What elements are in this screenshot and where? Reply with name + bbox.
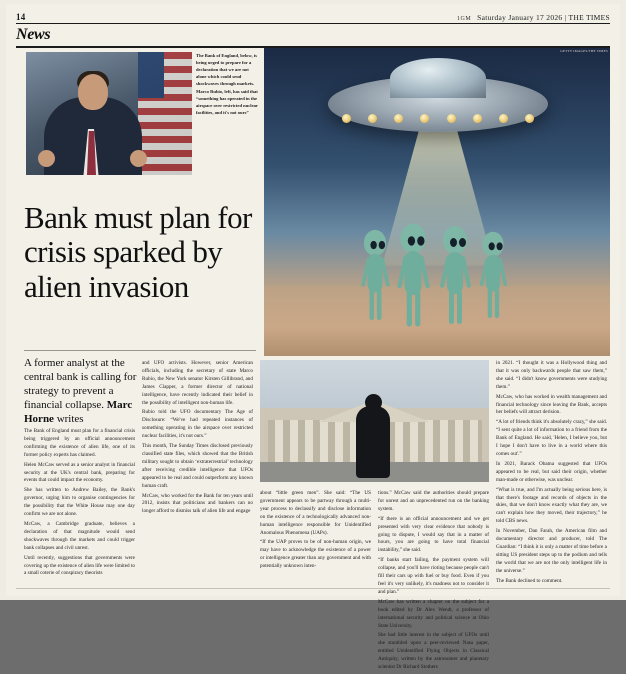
- paragraph: “If the UAP proves to be of non-human origin, we may have to acknowledge the existence of a power or intelligence greater than any government and with potentially unknown inten-: [260, 539, 371, 570]
- alien-figure: [440, 226, 470, 322]
- paragraph: “If there is an official announcement and we get presented with very clear evidence that nobody is going to dispute, I would say that in a matter of hours, you are going to have total financial instability,” she said.: [378, 515, 489, 554]
- paragraph: “What is true, and I'm actually being serious here, is that there's footage and records of objects in the skies, that we don't know exactly what they are, we can't explain how they moved, their trajectory,” he told CBS news.: [496, 486, 607, 525]
- paragraph: McCaw, a Cambridge graduate, believes a declaration of that magnitude would send shockwaves through the markets and could trigger bank collapses and civil unrest.: [24, 520, 135, 551]
- standfirst: [24, 356, 144, 426]
- footer-divider: [16, 588, 610, 589]
- paragraph: about “little green men”. She said: “The US government appears to be partway through a multi-year process to declassify and disclose information on the existence of a technologically advanced non-human intelligence responsible for Unidentified Anomalous Phenomena (UAPs).: [260, 490, 371, 536]
- photo-politician: [26, 52, 192, 175]
- alien-figure: [361, 230, 389, 318]
- saucer-lights: [342, 114, 534, 124]
- paragraph: and UFO activists. However, senior American officials, including the secretary of state Marco Rubio, the New York senator Kirsten Gillibrand, and James Clapper, a former director of national intelligence, have recently indicated their belief in the possibility of intelligent non-human life.: [142, 360, 253, 406]
- dateline: Saturday January 17 2026 | THE TIMES: [477, 13, 610, 22]
- figure-head: [78, 74, 108, 110]
- paragraph: “A lot of friends think it's absolutely crazy,” she said. “I sent quite a lot of information to a friend from the Bank of England. He said, 'Helen, I believe you, but I hope I don't have to live in a world where this comes out'.”: [496, 419, 607, 457]
- photo-ufo-illustration: [264, 48, 610, 356]
- standfirst-divider: [24, 350, 256, 351]
- body-column-4-upper: [378, 490, 489, 674]
- paragraph: Until recently, suggestions that governments were covering up the existence of alien life were limited to a small coterie of conspiracy theorists: [24, 554, 135, 577]
- paragraph: “If banks start failing, the payment system will collapse, and you'll have rioting because people can't fill their cars up with fuel or buy food. Even if you feel it's very unlikely, it's madness not to consider it and plan.”: [378, 557, 489, 595]
- figure-hand-right: [130, 150, 147, 167]
- paragraph: The Bank declined to comment.: [496, 577, 563, 584]
- byline: Marc Horne: [24, 399, 133, 426]
- pedestrian-silhouette: [356, 406, 390, 478]
- paragraph: This month, The Sunday Times disclosed previously classified state files, which showed that the British military sought to obtain ‘extraterrestrial’ technology after receiving credible intelligence that UFOs appeared to be real and could outperform any known human craft.: [142, 443, 253, 489]
- body-column-1: [24, 428, 135, 580]
- ground-plane: [264, 286, 610, 356]
- paragraph: Helen McCaw served as a senior analyst in financial security at the UK's central bank, preparing for events that could impact the economy.: [24, 461, 135, 484]
- paragraph: She had little interest in the subject of UFOs until she stumbled upon a peer-reviewed Nasa paper, entitled Unidentified Flying Objects in Classical Antiquity, written by the astronomer and planetary scientist Dr Richard Stothers: [378, 632, 489, 671]
- saucer-dome: [390, 58, 486, 98]
- figure-hand-left: [38, 150, 55, 167]
- paragraph: The Bank of England must plan for a financial crisis being triggered by an official announcement confirming the existence of alien life, one of its former policy experts has claimed.: [24, 428, 135, 458]
- paragraph: in 2021. “I thought it was a Hollywood thing and that it was only backwards people that saw them,” she said. “I didn't know governments were studying them.”: [496, 360, 607, 390]
- page-folio: 14: [16, 12, 26, 22]
- body-column-5: [496, 360, 607, 587]
- photo-caption: The Bank of England, below, is being urged to prepare for a declaration that we are not alone which could send shockwaves through markets. Marco Rubio, left, has said that “something has operated in the airspace over restricted nuclear facilities, and it's not ours”: [196, 53, 258, 115]
- photo-credit: GETTY IMAGES/THE TIMES: [560, 49, 608, 53]
- standfirst-text: A former analyst at the central bank is calling for strategy to prevent a financial collapse.: [24, 357, 137, 412]
- paragraph: McCaw, who worked for the Bank for ten years until 2012, insists that politicians and bankers can no longer afford to dismiss talk of alien life and engage: [142, 492, 253, 515]
- paragraph: McCaw has written a chapter on the subject for a book edited by Dr Alex Wendt, a professor of international security and political science at Ohio State University.: [378, 598, 489, 629]
- body-column-2: [142, 360, 253, 518]
- page-headline: Bank must plan for crisis sparked by alien invasion: [24, 199, 252, 305]
- paragraph: In 2021, Barack Obama suggested that UFOs appeared to be real, but said their origin, whether man-made or otherwise, was unclear.: [496, 460, 607, 483]
- section-title: News: [16, 26, 51, 43]
- paragraph: McCaw, who has worked in wealth management and financial technology since leaving the Bank, accepts her beliefs will attract derision.: [496, 393, 607, 416]
- edition-mark-icon: 1GM: [456, 16, 472, 22]
- paragraph: In November, Dan Farah, the American film and documentary director and producer, told The Guardian: “I think it is only a matter of time before a sitting US president steps up to the podium and tells the world that we are not the only intelligent life in the universe.”: [496, 528, 607, 574]
- page-inner: [6, 4, 620, 671]
- byline-suffix: writes: [53, 413, 84, 426]
- alien-figure: [480, 232, 506, 316]
- masthead-divider: [16, 23, 610, 24]
- body-column-3: [260, 490, 371, 573]
- paragraph: She has written to Andrew Bailey, the Bank's governor, urging him to organise contingencies for the possibility that the White House may one day confirm we are not alone.: [24, 487, 135, 518]
- paragraph: tions.” McCaw said the authorities should prepare for unrest and an unprecedented run on the banking system.: [378, 490, 489, 512]
- photo-bank-of-england: [260, 360, 489, 482]
- paragraph: Rubio told the UFO documentary The Age of Disclosure: “We've had repeated instances of something operating in the airspace over restricted nuclear facilities, it's not ours.”: [142, 409, 253, 440]
- masthead: [16, 8, 610, 22]
- alien-figure: [397, 224, 429, 325]
